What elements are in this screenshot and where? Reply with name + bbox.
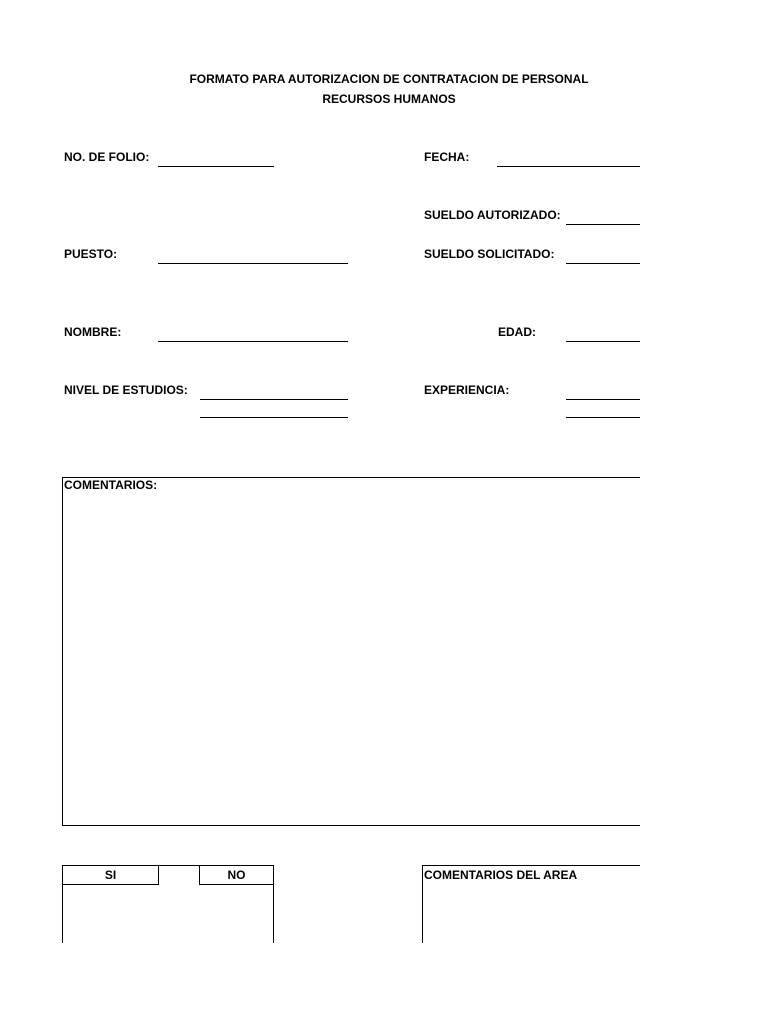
decision-box (62, 865, 274, 943)
experiencia-field-2[interactable] (566, 401, 640, 417)
experiencia-label: EXPERIENCIA: (424, 383, 510, 397)
nivel-estudios-field-2[interactable] (200, 401, 348, 417)
nivel-estudios-underline-1 (200, 399, 348, 400)
nivel-estudios-label: NIVEL DE ESTUDIOS: (64, 383, 188, 397)
no-cell[interactable] (199, 865, 274, 885)
comentarios-area-box[interactable] (422, 865, 640, 943)
folio-underline (158, 166, 274, 167)
nivel-estudios-field-1[interactable] (200, 383, 348, 399)
form-subtitle: RECURSOS HUMANOS (322, 92, 456, 106)
nombre-label: NOMBRE: (64, 325, 122, 339)
puesto-field[interactable] (158, 247, 348, 263)
sueldo-solicitado-underline (566, 263, 640, 264)
si-label: SI (104, 868, 117, 882)
experiencia-field-1[interactable] (566, 383, 640, 399)
si-cell[interactable] (62, 865, 159, 885)
sueldo-autorizado-underline (566, 224, 640, 225)
experiencia-underline-2 (566, 417, 640, 418)
no-label: NO (227, 868, 246, 882)
form-title: FORMATO PARA AUTORIZACION DE CONTRATACION DE PERSONAL (189, 72, 589, 86)
fecha-label: FECHA: (424, 150, 470, 164)
edad-label: EDAD: (498, 325, 536, 339)
sueldo-solicitado-field[interactable] (566, 247, 640, 263)
sueldo-autorizado-label: SUELDO AUTORIZADO: (424, 208, 561, 222)
folio-label: NO. DE FOLIO: (64, 150, 150, 164)
sueldo-solicitado-label: SUELDO SOLICITADO: (424, 247, 555, 261)
fecha-field[interactable] (497, 150, 640, 166)
puesto-label: PUESTO: (64, 247, 118, 261)
edad-underline (566, 341, 640, 342)
comentarios-label: COMENTARIOS: (64, 478, 158, 492)
comentarios-field[interactable] (65, 496, 635, 816)
fecha-underline (497, 166, 640, 167)
experiencia-underline-1 (566, 399, 640, 400)
nombre-underline (158, 341, 348, 342)
nombre-field[interactable] (158, 325, 348, 341)
sueldo-autorizado-field[interactable] (566, 208, 640, 224)
nivel-estudios-underline-2 (200, 417, 348, 418)
comentarios-box[interactable] (62, 477, 640, 826)
comentarios-area-label: COMENTARIOS DEL AREA (424, 868, 578, 882)
comentarios-area-field[interactable] (425, 886, 637, 940)
edad-field[interactable] (566, 325, 640, 341)
folio-field[interactable] (158, 150, 274, 166)
puesto-underline (158, 263, 348, 264)
